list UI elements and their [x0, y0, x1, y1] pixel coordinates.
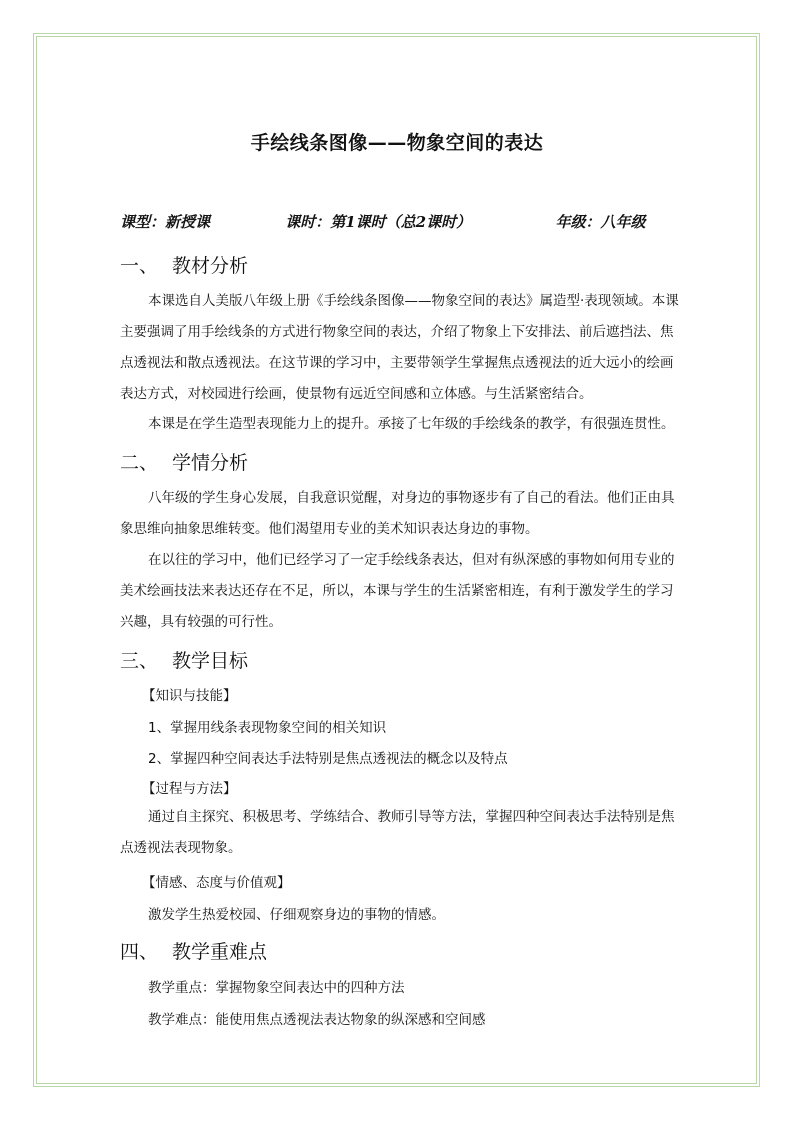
section-heading-2 [120, 448, 248, 475]
section-number: 二、 [120, 452, 159, 474]
document-title: 手绘线条图像——物象空间的表达 [250, 132, 544, 154]
paragraph: 激发学生热爱校园、仔细观察身边的事物的情感。 [148, 907, 445, 923]
process-label: 【过程与方法】 [142, 781, 237, 797]
section-title: 教材分析 [172, 255, 249, 277]
paragraph: 八年级的学生身心发展，自我意识觉醒，对身边的事物逐步有了自己的看法。他们正由具象思维向抽象思维转变。他们渴望用专业的美术知识表达身边的事物。 [120, 490, 675, 537]
paragraph: 本课是在学生造型表现能力上的提升。承接了七年级的手绘线条的教学，有很强连贯性。 [148, 416, 675, 432]
section-heading-4 [120, 937, 267, 964]
paragraph: 在以往的学习中，他们已经学习了一定手绘线条表达，但对有纵深感的事物如何用专业的美术绘画技法来表达还存在不足，所以，本课与学生的生活紧密相连，有利于激发学生的学习兴趣，具有较强的可行性。 [120, 552, 675, 630]
section-title: 教学目标 [172, 650, 249, 672]
list-item: 2、掌握四种空间表达手法特别是焦点透视法的概念以及特点 [148, 751, 508, 767]
section-title: 教学重难点 [172, 941, 268, 963]
course-type: 课型：新授课 [120, 213, 211, 231]
section-number: 三、 [120, 650, 159, 672]
emotion-label: 【情感、态度与价值观】 [142, 875, 291, 891]
section-heading-3 [120, 646, 248, 673]
section-number: 一、 [120, 255, 159, 277]
paragraph: 本课选自人美版八年级上册《手绘线条图像——物象空间的表达》属造型·表现领域。本课主要强调了用手绘线条的方式进行物象空间的表达，介绍了物象上下安排法、前后遮挡法、焦点透视法和散点透视法。在这节课的学习中，主要带领学生掌握焦点透视法的近大远小的绘画表达方式，对校园进行绘画，使景物有远近空间感和立体感。与生活紧密结合。 [120, 293, 679, 402]
section-number: 四、 [120, 941, 159, 963]
section-heading-1 [120, 251, 248, 278]
key-point: 教学重点：掌握物象空间表达中的四种方法 [148, 980, 405, 996]
difficult-point: 教学难点：能使用焦点透视法表达物象的纵深感和空间感 [148, 1012, 486, 1028]
lesson-period: 课时：第1课时（总2课时） [285, 213, 472, 231]
paragraph: 通过自主探究、积极思考、学练结合、教师引导等方法，掌握四种空间表达手法特别是焦点透视法表现物象。 [120, 809, 675, 856]
section-title: 学情分析 [172, 452, 249, 474]
lesson-meta [120, 211, 645, 232]
grade-level: 年级：八年级 [555, 213, 646, 231]
knowledge-label: 【知识与技能】 [142, 688, 237, 704]
list-item: 1、掌握用线条表现物象空间的相关知识 [148, 720, 387, 736]
